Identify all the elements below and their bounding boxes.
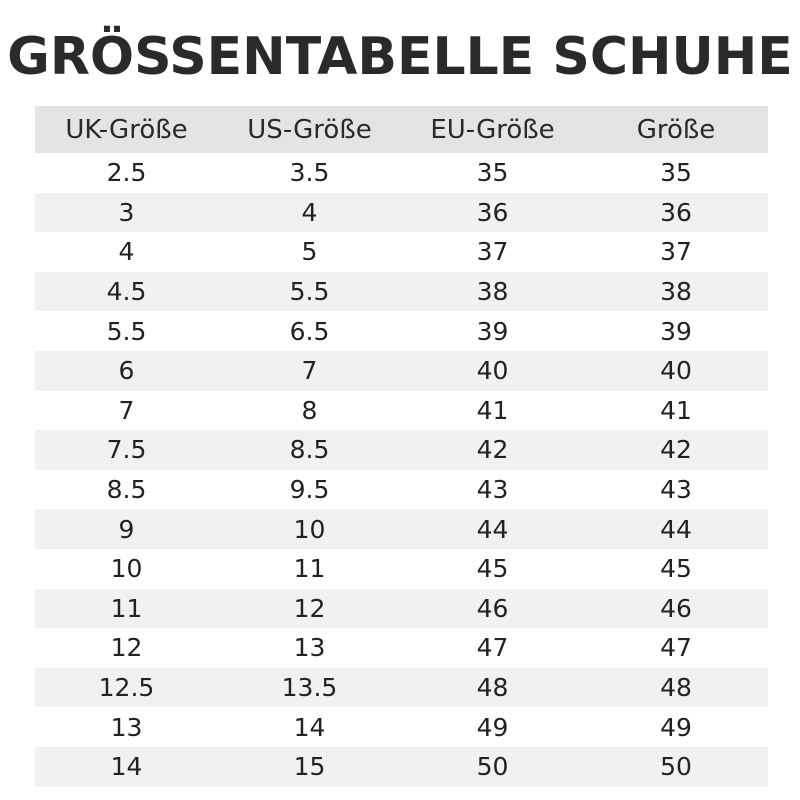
eu-size-cell: 49 (476, 712, 509, 742)
eu-size-cell: 39 (476, 316, 509, 346)
uk-size-cell: 9 (118, 514, 135, 544)
eu-size-cell: 43 (476, 475, 509, 505)
size-cell: 35 (660, 158, 692, 188)
eu-size-cell: 38 (476, 277, 509, 307)
uk-size-cell: 12 (110, 633, 143, 663)
size-cell: 41 (660, 395, 692, 425)
uk-size-cell: 2.5 (106, 158, 147, 188)
eu-size-cell: 48 (476, 673, 509, 703)
size-cell: 36 (660, 197, 692, 227)
uk-size-cell: 5.5 (106, 316, 147, 346)
eu-size-cell: 42 (476, 435, 509, 465)
eu-size-cell: 50 (476, 752, 509, 782)
uk-size-cell: 6 (118, 356, 135, 386)
us-size-cell: 10 (293, 514, 326, 544)
eu-size-cell: 36 (476, 197, 509, 227)
size-cell: 39 (660, 316, 692, 346)
header-eu-size: EU-Größe (430, 114, 555, 145)
uk-size-cell: 7 (118, 395, 135, 425)
size-cell: 40 (660, 356, 692, 386)
uk-size-cell: 7.5 (106, 435, 147, 465)
table-row (35, 272, 768, 312)
uk-size-cell: 10 (110, 554, 143, 584)
uk-size-cell: 13 (110, 712, 143, 742)
us-size-cell: 6.5 (289, 316, 330, 346)
table-row (35, 391, 768, 431)
table-row (35, 311, 768, 351)
table-row (35, 509, 768, 549)
uk-size-cell: 4.5 (106, 277, 147, 307)
eu-size-cell: 41 (476, 395, 509, 425)
uk-size-cell: 4 (118, 237, 135, 267)
eu-size-cell: 37 (476, 237, 509, 267)
table-row (35, 232, 768, 272)
size-cell: 47 (660, 633, 692, 663)
us-size-cell: 5.5 (289, 277, 330, 307)
table-row (35, 668, 768, 708)
table-row (35, 153, 768, 193)
us-size-cell: 8 (301, 395, 318, 425)
table-row (35, 470, 768, 510)
size-cell: 46 (660, 593, 692, 623)
eu-size-cell: 40 (476, 356, 509, 386)
us-size-cell: 12 (293, 593, 326, 623)
uk-size-cell: 12.5 (98, 673, 155, 703)
us-size-cell: 8.5 (289, 435, 330, 465)
header-us-size: US-Größe (247, 114, 372, 145)
us-size-cell: 11 (293, 554, 326, 584)
table-row (35, 747, 768, 787)
us-size-cell: 5 (301, 237, 318, 267)
table-body (35, 153, 768, 787)
size-cell: 44 (660, 514, 692, 544)
size-cell: 43 (660, 475, 692, 505)
size-cell: 50 (660, 752, 692, 782)
size-cell: 48 (660, 673, 692, 703)
us-size-cell: 7 (301, 356, 318, 386)
table-row (35, 430, 768, 470)
us-size-cell: 13 (293, 633, 326, 663)
us-size-cell: 15 (293, 752, 326, 782)
size-cell: 37 (660, 237, 692, 267)
us-size-cell: 9.5 (289, 475, 330, 505)
table-row (35, 589, 768, 629)
us-size-cell: 14 (293, 712, 326, 742)
table-header-row (35, 106, 768, 153)
eu-size-cell: 46 (476, 593, 509, 623)
uk-size-cell: 8.5 (106, 475, 147, 505)
size-cell: 49 (660, 712, 692, 742)
table-row (35, 193, 768, 233)
uk-size-cell: 11 (110, 593, 143, 623)
table-row (35, 628, 768, 668)
table-row (35, 549, 768, 589)
us-size-cell: 3.5 (289, 158, 330, 188)
uk-size-cell: 14 (110, 752, 143, 782)
page-title: GRÖSSENTABELLE SCHUHE (7, 27, 793, 87)
eu-size-cell: 35 (476, 158, 509, 188)
size-cell: 45 (660, 554, 692, 584)
size-table (35, 106, 768, 787)
table-row (35, 351, 768, 391)
header-size: Größe (636, 114, 716, 145)
table-row (35, 707, 768, 747)
eu-size-cell: 45 (476, 554, 509, 584)
size-cell: 38 (660, 277, 692, 307)
header-uk-size: UK-Größe (65, 114, 188, 145)
size-cell: 42 (660, 435, 692, 465)
us-size-cell: 4 (301, 197, 318, 227)
eu-size-cell: 44 (476, 514, 509, 544)
us-size-cell: 13.5 (281, 673, 338, 703)
eu-size-cell: 47 (476, 633, 509, 663)
uk-size-cell: 3 (118, 197, 135, 227)
